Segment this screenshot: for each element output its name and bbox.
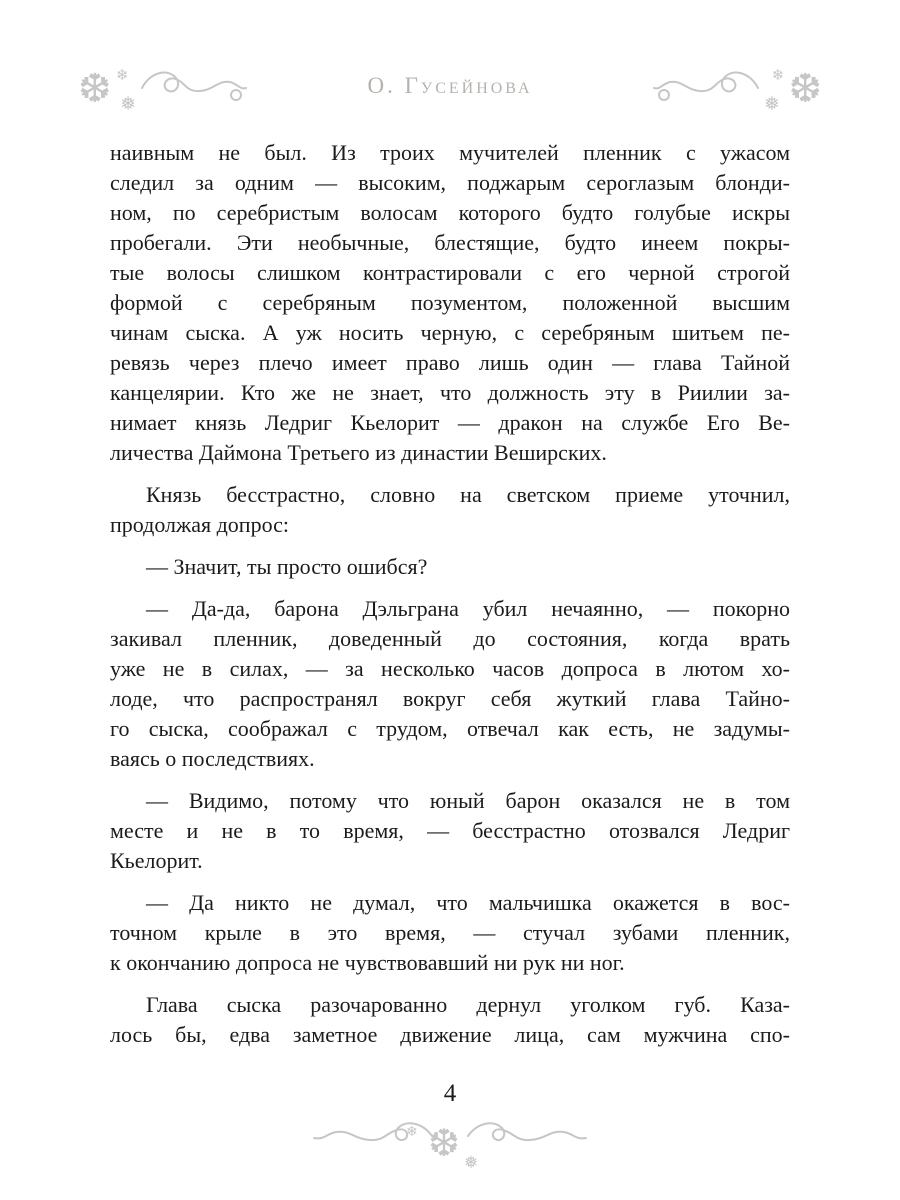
flourish-curl bbox=[659, 90, 669, 100]
text-line: личества Даймона Третьего из династии Веширских. bbox=[110, 440, 607, 465]
snowflake-icon: ❅ bbox=[764, 93, 780, 114]
text-line: — Видимо, потому что юный барон оказался не в том bbox=[146, 788, 790, 813]
snowflake-icon: ❄ bbox=[116, 66, 129, 84]
page-header bbox=[0, 52, 900, 120]
snowflake-icon: ❄ bbox=[406, 1124, 418, 1140]
text-line: Кьелорит. bbox=[110, 848, 203, 873]
text-line: — Да никто не думал, что мальчишка окажется в вос- bbox=[146, 890, 790, 915]
paragraph bbox=[110, 480, 790, 540]
paragraph bbox=[110, 594, 790, 774]
header-ornament-right bbox=[652, 58, 822, 114]
header-ornament-left bbox=[78, 58, 248, 114]
paragraph bbox=[110, 990, 790, 1050]
text-line: лоде, что распространял вокруг себя жуткий глава Тайно- bbox=[110, 686, 790, 711]
text-line: следил за одним — высоким, поджарым сероглазым блонди- bbox=[110, 170, 790, 195]
author-name: О. Гусейнова bbox=[367, 73, 533, 98]
page-number: 4 bbox=[443, 1080, 457, 1107]
flourish-curl bbox=[231, 90, 241, 100]
snowflake-icon: ❅ bbox=[464, 1153, 479, 1172]
text-line: закивал пленник, доведенный до состояния, когда врать bbox=[110, 626, 790, 651]
flourish-swirl bbox=[468, 1123, 586, 1140]
text-line: точном крыле в это время, — стучал зубами пленник, bbox=[110, 920, 790, 945]
text-line: Глава сыска разочарованно дернул уголком губ. Каза- bbox=[146, 992, 790, 1017]
text-line: Князь бесстрастно, словно на светском приеме уточнил, bbox=[146, 482, 790, 507]
text-line: чинам сыска. А уж носить черную, с серебряным шитьем пе- bbox=[110, 320, 790, 345]
text-line: продолжая допрос: bbox=[110, 512, 289, 537]
text-line: ваясь о последствиях. bbox=[110, 746, 315, 771]
paragraph bbox=[110, 138, 790, 468]
text-line: го сыска, соображал с трудом, отвечал как есть, не задумы- bbox=[110, 716, 790, 741]
text-line: формой с серебряным позументом, положенной высшим bbox=[110, 290, 790, 315]
text-line: ревязь через плечо имеет право лишь один — глава Тайной bbox=[110, 350, 790, 375]
page-footer bbox=[0, 1110, 900, 1172]
text-line: — Значит, ты просто ошибся? bbox=[146, 554, 428, 579]
page-text bbox=[110, 138, 790, 1050]
flourish-swirl bbox=[654, 73, 758, 92]
snowflake-icon: ❆ bbox=[428, 1121, 460, 1165]
flourish-swirl bbox=[142, 73, 246, 92]
paragraph bbox=[110, 888, 790, 978]
snowflake-icon: ❆ bbox=[78, 66, 112, 112]
paragraph bbox=[110, 786, 790, 876]
footer-ornament bbox=[300, 1110, 600, 1172]
text-line: наивным не был. Из троих мучителей пленник с ужасом bbox=[110, 140, 790, 165]
text-line: канцелярии. Кто же не знает, что должность эту в Риилии за- bbox=[110, 380, 790, 405]
snowflake-icon: ❅ bbox=[120, 93, 136, 114]
text-line: тые волосы слишком контрастировали с его черной строгой bbox=[110, 260, 790, 285]
text-line: ном, по серебристым волосам которого будто голубые искры bbox=[110, 200, 790, 225]
paragraph bbox=[110, 552, 790, 582]
snowflake-icon: ❄ bbox=[771, 66, 784, 84]
text-line: пробегали. Эти необычные, блестящие, будто инеем покры- bbox=[110, 230, 790, 255]
snowflake-icon: ❆ bbox=[788, 66, 822, 112]
text-line: месте и не в то время, — бесстрастно отозвался Ледриг bbox=[110, 818, 790, 843]
text-line: лось бы, едва заметное движение лица, сам мужчина спо- bbox=[110, 1022, 790, 1047]
text-line: к окончанию допроса не чувствовавший ни рук ни ног. bbox=[110, 950, 625, 975]
text-line: — Да-да, барона Дэльграна убил нечаянно, — покорно bbox=[146, 596, 790, 621]
text-line: уже не в силах, — за несколько часов допроса в лютом хо- bbox=[110, 656, 790, 681]
text-line: нимает князь Ледриг Кьелорит — дракон на службе Его Ве- bbox=[110, 410, 790, 435]
